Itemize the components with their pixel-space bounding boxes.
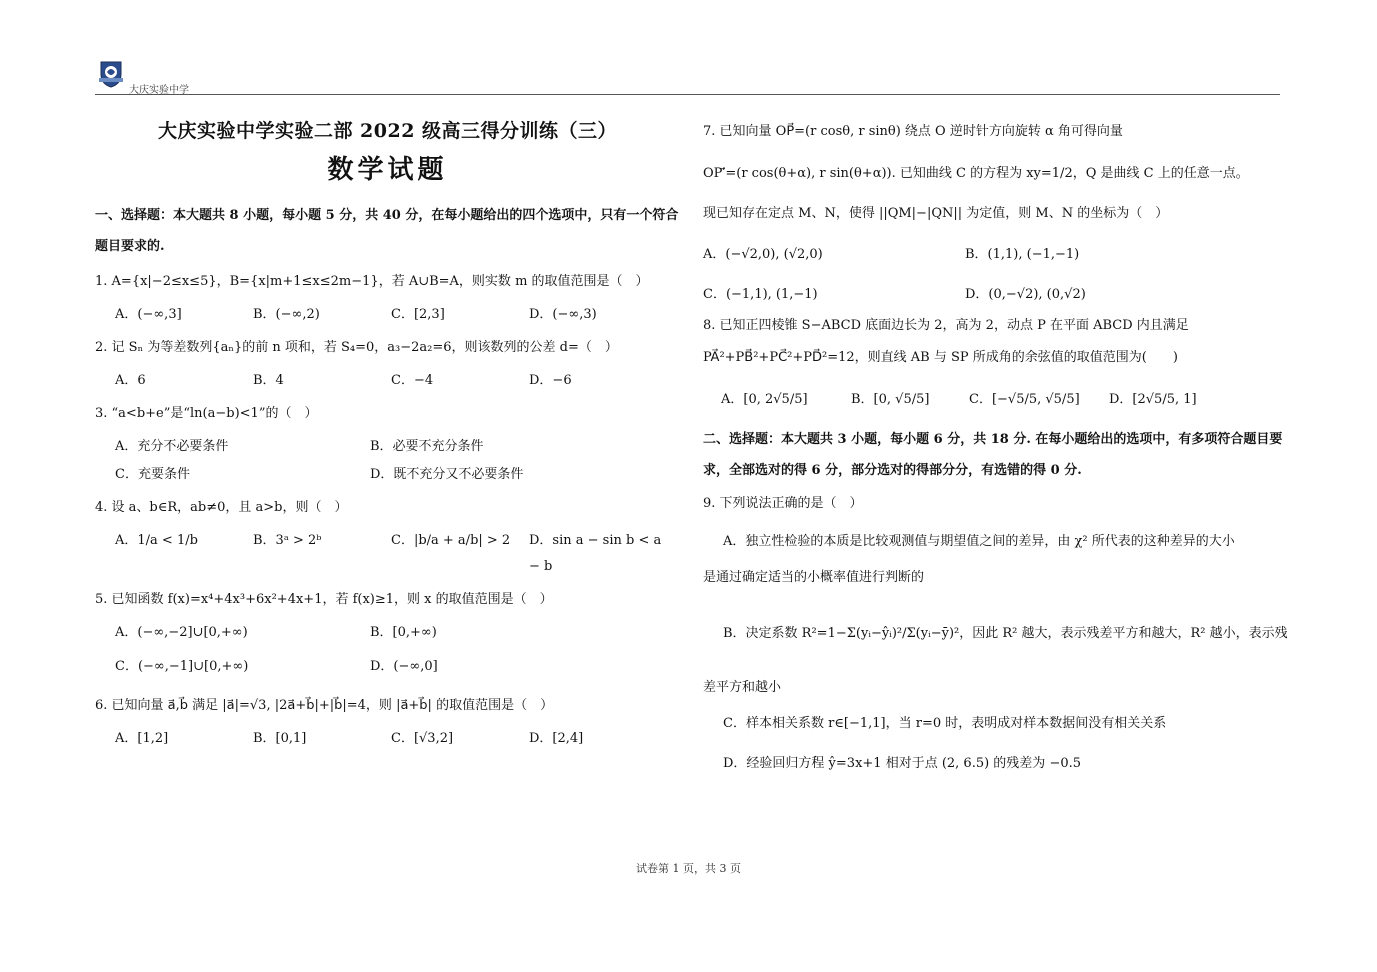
q1-option-d: D．(−∞,3): [529, 307, 597, 322]
question-7-options-row2: [703, 282, 1288, 308]
question-5-options-row2: [95, 654, 680, 680]
question-5: 5. 已知函数 f(x)=x⁴+4x³+6x²+4x+1，若 f(x)≥1，则 x 的取值范围是（ ）: [95, 592, 553, 607]
q6-option-a: A．[1,2]: [115, 731, 169, 746]
q1-option-a: A．(−∞,3]: [115, 307, 182, 322]
question-8-line1: 8. 已知正四棱锥 S−ABCD 底面边长为 2，高为 2，动点 P 在平面 ABCD 内且满足: [703, 318, 1189, 333]
question-8-line2: PA⃗²+PB⃗²+PC⃗²+PD⃗²=12，则直线 AB 与 SP 所成角的余弦值的取值范围为( ): [703, 350, 1178, 365]
page-header: [95, 58, 1280, 95]
q3-option-c: C．充要条件: [115, 467, 190, 482]
school-logo-icon: [97, 58, 125, 88]
question-6-options: [95, 726, 680, 752]
q6-option-c: C．[√3,2]: [391, 731, 454, 746]
section-2-heading: 二、选择题：本大题共 3 小题，每小题 6 分，共 18 分. 在每小题给出的选项中，有多项符合题目要求，全部选对的得 6 分，部分选对的得部分分，有选错的得 0 分.: [703, 432, 1283, 478]
q6-option-b: B．[0,1]: [253, 731, 307, 746]
q8-option-c: C．[−√5/5, √5/5]: [969, 392, 1080, 407]
q4-option-b: B．3ᵃ > 2ᵇ: [253, 533, 322, 548]
right-column: [703, 120, 1288, 776]
section-1-heading: 一、选择题：本大题共 8 小题，每小题 5 分，共 40 分，在每小题给出的四个选项中，只有一个符合题目要求的.: [95, 208, 679, 254]
question-2-options: [95, 368, 680, 394]
q3-option-a: A．充分不必要条件: [115, 439, 229, 454]
q9-option-a-line2: 是通过确定适当的小概率值进行判断的: [703, 570, 925, 585]
q9-option-b-line2: 差平方和越小: [703, 680, 782, 695]
q2-option-b: B．4: [253, 373, 284, 388]
question-7-line2: OP′⃗=(r cos(θ+α), r sin(θ+α)). 已知曲线 C 的方程为 xy=1/2，Q 是曲线 C 上的任意一点。: [703, 166, 1249, 181]
q8-option-b: B．[0, √5/5]: [851, 392, 930, 407]
q5-option-b: B．[0,+∞): [370, 625, 437, 640]
q9-option-d: D．经验回归方程 ŷ=3x+1 相对于点 (2, 6.5) 的残差为 −0.5: [723, 756, 1082, 771]
question-3-options-row1: [95, 434, 680, 460]
q3-option-d: D．既不充分又不必要条件: [370, 467, 524, 482]
left-column: [95, 110, 680, 752]
question-9: 9. 下列说法正确的是（ ）: [703, 496, 863, 511]
q8-option-a: A．[0, 2√5/5]: [721, 392, 808, 407]
question-7-line1: 7. 已知向量 OP⃗=(r cosθ, r sinθ) 绕点 O 逆时针方向旋转 α 角可得向量: [703, 124, 1123, 139]
q1-option-b: B．(−∞,2): [253, 307, 320, 322]
q8-option-d: D．[2√5/5, 1]: [1109, 392, 1197, 407]
question-2: 2. 记 Sₙ 为等差数列{aₙ}的前 n 项和，若 S₄=0，a₃−2a₂=6，则该数列的公差 d=（ ）: [95, 340, 618, 355]
question-1: 1. A={x|−2≤x≤5}，B={x|m+1≤x≤2m−1}，若 A∪B=A，则实数 m 的取值范围是（ ）: [95, 274, 649, 289]
q7-option-c: C．(−1,1), (1,−1): [703, 287, 818, 302]
q2-option-c: C．−4: [391, 373, 434, 388]
q5-option-a: A．(−∞,−2]∪[0,+∞): [115, 625, 248, 640]
school-name: 大庆实验中学: [129, 85, 189, 96]
question-1-options: [95, 302, 680, 328]
question-4: 4. 设 a、b∈R，ab≠0，且 a>b，则（ ）: [95, 500, 348, 515]
q2-option-a: A．6: [115, 373, 146, 388]
q7-option-b: B．(1,1), (−1,−1): [965, 247, 1080, 262]
q2-option-d: D．−6: [529, 373, 572, 388]
q1-option-c: C．[2,3]: [391, 307, 445, 322]
question-6: 6. 已知向量 a⃗,b⃗ 满足 |a⃗|=√3, |2a⃗+b⃗|+|b⃗|=4，则 |a⃗+b⃗| 的取值范围是（ ）: [95, 698, 554, 713]
question-4-options: [95, 528, 680, 580]
q9-option-b-line1: B．决定系数 R²=1−Σ(yᵢ−ŷᵢ)²/Σ(yᵢ−ȳ)²，因此 R² 越大，表示残差平方和越大，R² 越小，表示残: [723, 626, 1288, 641]
page-footer: 试卷第 1 页，共 3 页: [636, 862, 741, 875]
question-3: 3. “a<b+e”是“ln(a−b)<1”的（ ）: [95, 406, 318, 421]
question-7-line3: 现已知存在定点 M、N，使得 ||QM|−|QN|| 为定值，则 M、N 的坐标为（ ）: [703, 206, 1169, 221]
q5-option-c: C．(−∞,−1]∪[0,+∞): [115, 659, 249, 674]
q9-option-c: C．样本相关系数 r∈[−1,1]，当 r=0 时，表明成对样本数据间没有相关关系: [723, 716, 1167, 731]
q4-option-c: C．|b/a + a/b| > 2: [391, 533, 511, 548]
q3-option-b: B．必要不充分条件: [370, 439, 484, 454]
question-5-options-row1: [95, 620, 680, 646]
question-8-options: [703, 386, 1288, 414]
question-7-options-row1: [703, 242, 1288, 268]
exam-title: 大庆实验中学实验二部 2022 级高三得分训练（三）: [157, 120, 618, 142]
question-3-options-row2: [95, 462, 680, 488]
q6-option-d: D．[2,4]: [529, 731, 584, 746]
q7-option-d: D．(0,−√2), (0,√2): [965, 287, 1086, 302]
q7-option-a: A．(−√2,0), (√2,0): [703, 247, 823, 262]
q5-option-d: D．(−∞,0]: [370, 659, 438, 674]
q4-option-d: D．sin a − sin b < a − b: [529, 533, 662, 574]
q4-option-a: A．1/a < 1/b: [115, 533, 198, 548]
q9-option-a-line1: A．独立性检验的本质是比较观测值与期望值之间的差异，由 χ² 所代表的这种差异的大小: [723, 534, 1235, 549]
exam-subtitle: 数学试题: [327, 155, 448, 185]
